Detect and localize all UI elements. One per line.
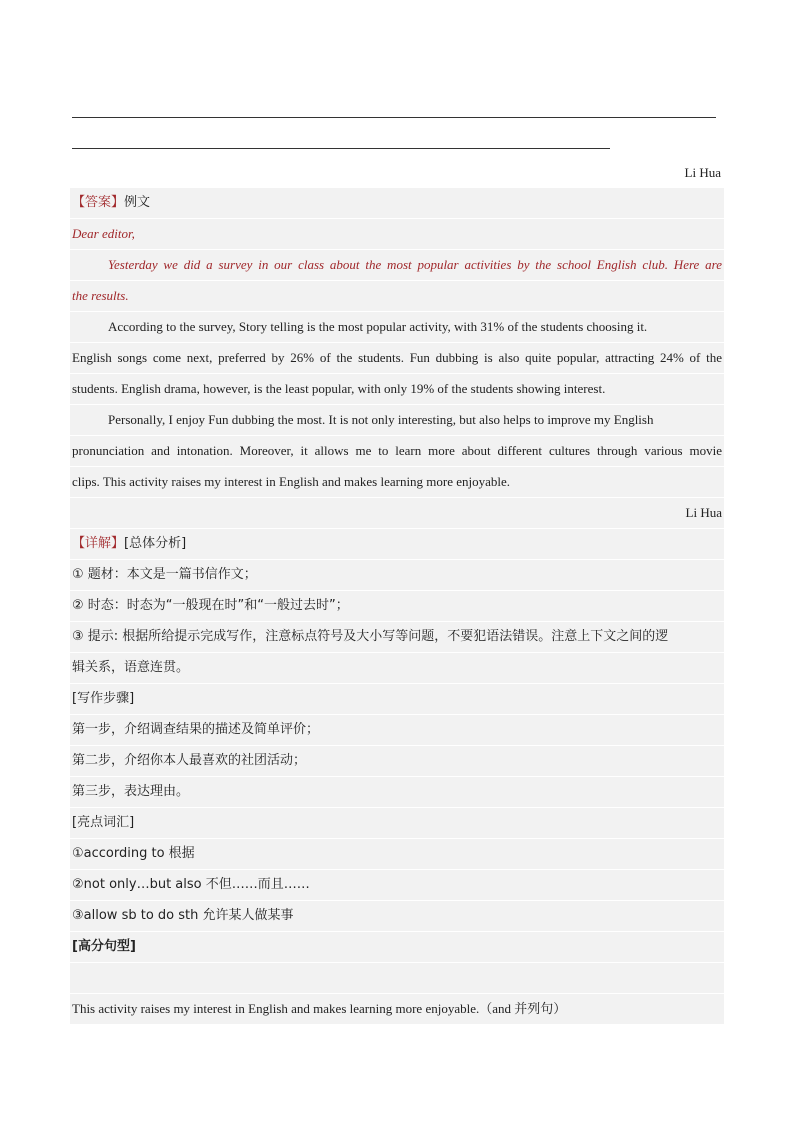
essay-p1-line2: the results. <box>70 281 724 312</box>
step-2: 第二步，介绍你本人最喜欢的社团活动； <box>70 746 724 777</box>
answer-line-2 <box>72 148 610 149</box>
essay-p2-line3: students. English drama, however, is the least popular, with only 19% of the students showing interest. <box>70 374 724 405</box>
essay-p1-line1: Yesterday we did a survey in our class about the most popular activities by the school English club. Here are <box>70 250 724 281</box>
step-1: 第一步，介绍调查结果的描述及简单评价； <box>70 715 724 746</box>
detail-header <box>70 529 724 560</box>
step-3: 第三步，表达理由。 <box>70 777 724 808</box>
steps-heading: [写作步骤] <box>70 684 724 715</box>
answer-header <box>70 188 724 219</box>
analysis-item-3-line1: ③ 提示: 根据所给提示完成写作，注意标点符号及大小写等问题，不要犯语法错误。注意上下文之间的逻 <box>70 622 724 653</box>
vocab-item-3: ③allow sb to do sth 允许某人做某事 <box>70 901 724 932</box>
answer-line-1 <box>72 117 716 118</box>
answer-panel <box>70 188 724 1025</box>
analysis-item-3-line2: 辑关系，语意连贯。 <box>70 653 724 684</box>
vocab-heading: [亮点词汇] <box>70 808 724 839</box>
essay-p3-line2: pronunciation and intonation. Moreover, it allows me to learn more about different cultures through various movie <box>70 436 724 467</box>
sentence-item-1: This activity raises my interest in English and makes learning more enjoyable.（and 并列句） <box>70 994 724 1025</box>
essay-p3-line1: Personally, I enjoy Fun dubbing the most. It is not only interesting, but also helps to improve my English <box>70 405 724 436</box>
analysis-item-2: ② 时态：时态为“一般现在时”和“一般过去时”； <box>70 591 724 622</box>
analysis-item-1: ① 题材：本文是一篇书信作文； <box>70 560 724 591</box>
vocab-item-2: ②not only…but also 不但……而且…… <box>70 870 724 901</box>
essay-p2-line2: English songs come next, preferred by 26% of the students. Fun dubbing is also quite popular, attracting 24% of the <box>70 343 724 374</box>
essay-p2-line1: According to the survey, Story telling is the most popular activity, with 31% of the students choosing it. <box>70 312 724 343</box>
blank-row <box>70 963 724 994</box>
signature-top: Li Hua <box>684 165 721 180</box>
sentence-heading: [高分句型] <box>70 932 724 963</box>
overall-heading: [总体分析] <box>124 536 187 551</box>
vocab-item-1: ①according to 根据 <box>70 839 724 870</box>
essay-signature: Li Hua <box>70 498 724 529</box>
essay-p3-line3: clips. This activity raises my interest in English and makes learning more enjoyable. <box>70 467 724 498</box>
detail-tag: 【详解】 <box>72 536 125 551</box>
answer-label: 例文 <box>124 195 151 210</box>
answer-tag: 【答案】 <box>72 195 125 210</box>
salutation: Dear editor, <box>70 219 724 250</box>
